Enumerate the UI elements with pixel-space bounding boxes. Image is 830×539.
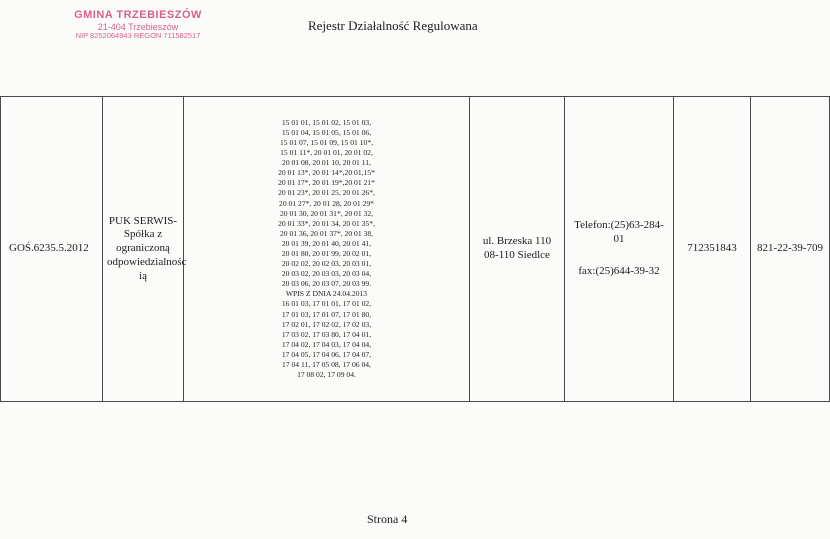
waste-code-line: 15 01 11*, 20 01 01, 20 01 02,	[280, 148, 373, 158]
address-cell	[470, 97, 565, 402]
stamp-name: GMINA TRZEBIESZÓW	[74, 9, 202, 21]
waste-code-line: 20 01 17*, 20 01 19*,20 01 21*	[278, 178, 375, 188]
waste-code-line: 20 01 27*, 20 01 28, 20 01 29*	[279, 198, 374, 208]
waste-code-line: 17 03 02, 17 03 80, 17 04 01,	[281, 329, 372, 339]
fax-number: fax:(25)644-39-32	[578, 264, 660, 277]
waste-code-line: 20 03 06, 20 03 07, 20 03 99.	[281, 279, 372, 289]
waste-code-line: 20 01 33*, 20 01 34, 20 01 35*,	[278, 218, 375, 228]
waste-code-line: 20 01 80, 20 01 99, 20 02 01,	[281, 249, 372, 258]
case-number-cell: GOŚ.6235.5.2012	[1, 97, 103, 402]
waste-code-line: 20 03 02, 20 03 03, 20 03 04,	[281, 269, 372, 279]
municipality-stamp	[74, 9, 202, 41]
waste-code-line: 20 01 23*, 20 01 25, 20 01 26*,	[278, 188, 375, 198]
waste-code-line: 17 02 01, 17 02 02, 17 02 03,	[281, 319, 372, 329]
waste-code-line: 17 04 02, 17 04 03, 17 04 04,	[281, 339, 372, 349]
document-title: Rejestr Działalność Regulowana	[308, 18, 478, 33]
stamp-ids: NIP 8252064943 REGON 711582517	[75, 30, 201, 40]
waste-code-line: 17 08 02, 17 09 04.	[297, 370, 356, 380]
street-address: ul. Brzeska 110	[482, 235, 552, 248]
waste-codes-cell	[184, 97, 470, 402]
waste-code-line: 20 02 02, 20 02 03, 20 03 01,	[281, 259, 372, 269]
waste-code-line: 20 01 13*, 20 01 14*,20 01,15*	[278, 168, 375, 178]
postal-city: 08-110 Siedlce	[484, 249, 550, 261]
company-name-line: PUK SERWIS-	[108, 214, 178, 227]
waste-code-line: 20 01 39, 20 01 40, 20 01 41,	[281, 238, 372, 248]
entry-date-line: WPIS Z DNIA 24.04.2013	[285, 289, 368, 299]
table-row	[1, 97, 830, 402]
register-table	[0, 96, 830, 402]
regon-cell: 712351843	[674, 97, 751, 402]
company-name-line: odpowiedzialnośc	[107, 255, 187, 268]
waste-code-line: 15 01 07, 15 01 09, 15 01 10*,	[279, 137, 374, 147]
register-table-container	[0, 96, 823, 402]
waste-code-line: 17 01 03, 17 01 07, 17 01 80,	[281, 309, 372, 319]
waste-code-line: 16 01 03, 17 01 01, 17 01 02,	[281, 299, 372, 309]
waste-code-line: 15 01 01, 15 01 02, 15 01 03,	[281, 117, 372, 127]
waste-code-line: 17 04 11, 17 05 08, 17 06 04,	[282, 360, 371, 370]
company-name-line: ią	[139, 269, 147, 282]
stamp-postal: 21-404 Trzebieszów	[97, 21, 179, 32]
company-name-line: ograniczoną	[116, 242, 170, 255]
waste-code-line: 20 01 30, 20 01 31*, 20 01 32,	[279, 208, 374, 218]
company-name-line: Spółka z	[123, 228, 163, 241]
company-cell	[103, 97, 187, 402]
waste-code-line: 17 04 05, 17 04 06, 17 04 07,	[281, 349, 372, 359]
waste-code-line: 15 01 04, 15 01 05, 15 01 06,	[281, 127, 372, 137]
waste-code-line: 20 01 08, 20 01 10, 20 01 11,	[282, 158, 371, 168]
waste-code-line: 20 01 36, 20 01 37*, 20 01 38,	[279, 228, 374, 238]
contact-cell	[565, 97, 674, 402]
phone-number: Telefon:(25)63-284-01	[574, 219, 664, 246]
nip-cell: 821-22-39-709	[751, 97, 830, 402]
page-number: Strona 4	[367, 512, 408, 526]
